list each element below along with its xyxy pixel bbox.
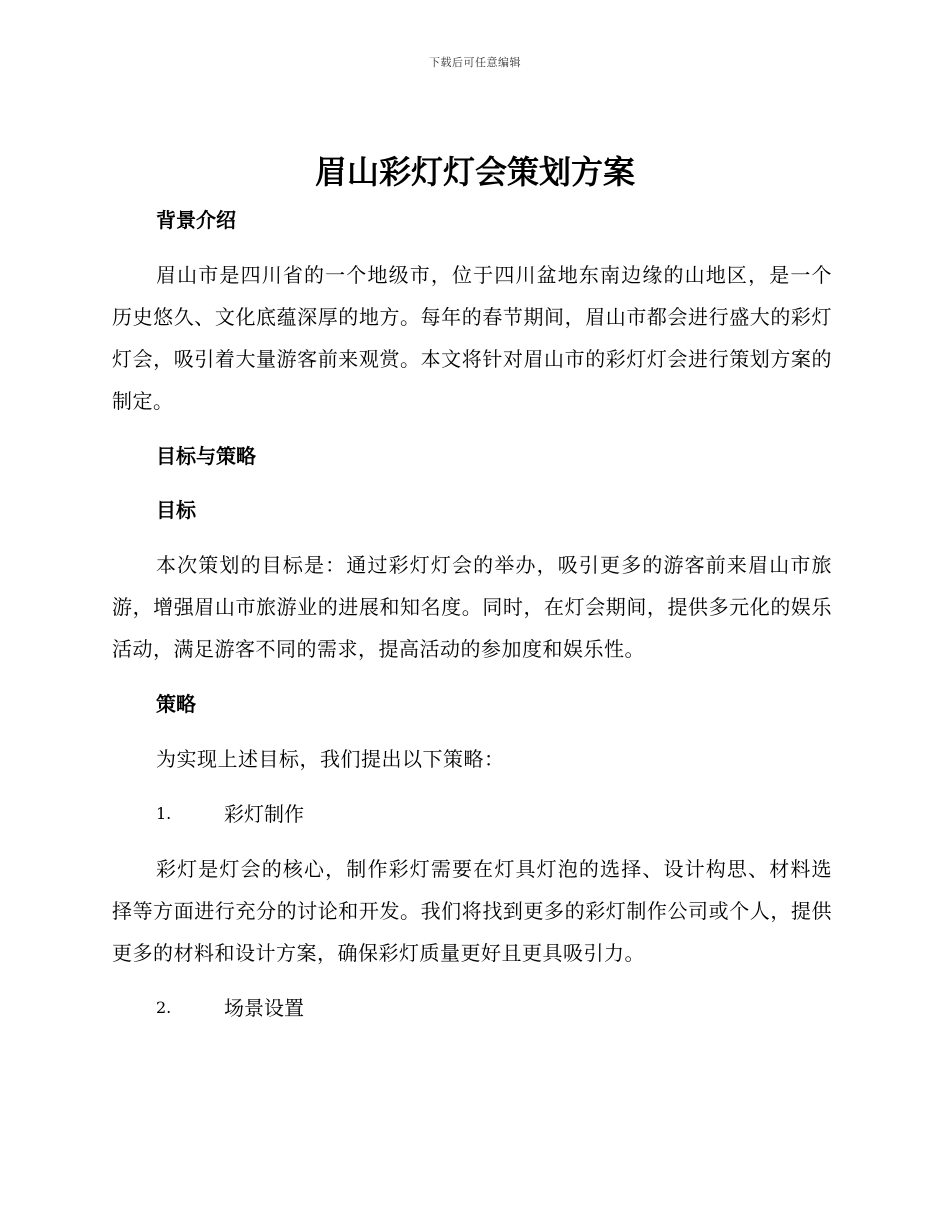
paragraph-goal: 本次策划的目标是：通过彩灯灯会的举办，吸引更多的游客前来眉山市旅游，增强眉山市旅游业的进展和知名度。同时，在灯会期间，提供多元化的娱乐活动，满足游客不同的需求，提高活动的参加度和娱乐性。: [112, 553, 832, 661]
list-label: 场景设置: [224, 996, 304, 1020]
list-item-1: [112, 794, 832, 834]
document-body: [112, 200, 832, 1028]
paragraph-background: 眉山市是四川省的一个地级市，位于四川盆地东南边缘的山地区，是一个历史悠久、文化底蕴深厚的地方。每年的春节期间，眉山市都会进行盛大的彩灯灯会，吸引着大量游客前来观赏。本文将针对眉山市的彩灯灯会进行策划方案的制定。: [112, 263, 832, 413]
heading-background: 背景介绍: [156, 208, 236, 232]
list-item-2: [112, 988, 832, 1028]
header-note: 下载后可任意编辑: [429, 56, 521, 69]
list-number: 1.: [156, 804, 172, 823]
heading-strategy: 策略: [156, 692, 196, 716]
document-title: 眉山彩灯灯会策划方案: [314, 153, 635, 191]
paragraph-strategy-intro: 为实现上述目标，我们提出以下策略：: [156, 747, 505, 771]
paragraph-item-1: 彩灯是灯会的核心，制作彩灯需要在灯具灯泡的选择、设计构思、材料选择等方面进行充分的讨论和开发。我们将找到更多的彩灯制作公司或个人，提供更多的材料和设计方案，确保彩灯质量更好且更具吸引力。: [112, 857, 832, 965]
heading-goals-strategy: 目标与策略: [156, 444, 256, 468]
list-number: 2.: [156, 998, 172, 1017]
heading-goal: 目标: [156, 498, 196, 522]
list-label: 彩灯制作: [224, 802, 304, 826]
